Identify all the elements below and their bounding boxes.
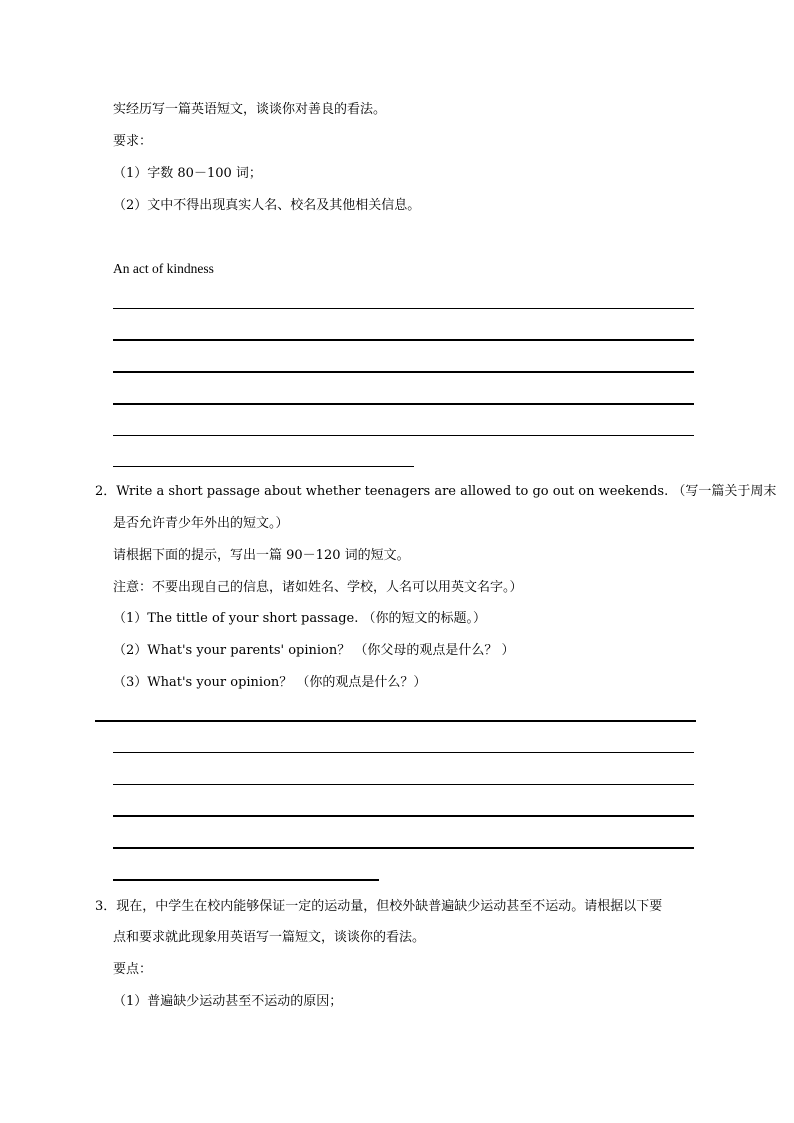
q1-writing-line xyxy=(113,403,694,405)
q1-intro: 实经历写一篇英语短文，谈谈你对善良的看法。 xyxy=(113,102,387,117)
q2-writing-line xyxy=(113,752,694,753)
q1-writing-line xyxy=(113,308,694,309)
q1-writing-line-short xyxy=(113,466,414,467)
q3-prompt-line-2: 点和要求就此现象用英语写一篇短文，谈谈你的看法。 xyxy=(113,930,426,945)
q1-requirements-label: 要求： xyxy=(113,134,153,149)
q2-prompt-line-2: 是否允许青少年外出的短文。） xyxy=(113,516,289,531)
q3-prompt-line-1: 3．现在，中学生在校内能够保证一定的运动量，但校外缺普遍缺少运动甚至不运动。请根据以下要 xyxy=(95,899,663,914)
q2-writing-line xyxy=(113,847,694,849)
q3-point-1: （1）普遍缺少运动甚至不运动的原因； xyxy=(113,994,343,1009)
q1-writing-line xyxy=(113,435,694,436)
q1-writing-line xyxy=(113,339,694,341)
q2-prompt-line-1: 2．Write a short passage about whether teenagers are allowed to go out on weekends. （写一篇关于周末 xyxy=(95,484,777,499)
q1-writing-line xyxy=(113,371,694,373)
q2-writing-line-short xyxy=(113,879,379,881)
q2-hint-3: （3）What's your opinion？ （你的观点是什么？） xyxy=(113,675,427,690)
q2-note: 注意：不要出现自己的信息，诸如姓名、学校，人名可以用英文名字。） xyxy=(113,580,523,595)
q1-requirement-2: （2）文中不得出现真实人名、校名及其他相关信息。 xyxy=(113,198,421,213)
q2-writing-line xyxy=(113,815,694,817)
q3-points-label: 要点： xyxy=(113,962,153,977)
q2-hint-2: （2）What's your parents' opinion？ （你父母的观点是什么？ ） xyxy=(113,643,515,658)
q1-requirement-1: （1）字数 80－100 词； xyxy=(113,166,262,181)
q1-essay-title: An act of kindness xyxy=(113,261,214,276)
q2-prompt-line-3: 请根据下面的提示，写出一篇 90－120 词的短文。 xyxy=(113,548,410,563)
q2-writing-line xyxy=(95,720,696,722)
q2-writing-line xyxy=(113,784,694,785)
q2-hint-1: （1）The tittle of your short passage. （你的短文的标题。） xyxy=(113,611,487,626)
